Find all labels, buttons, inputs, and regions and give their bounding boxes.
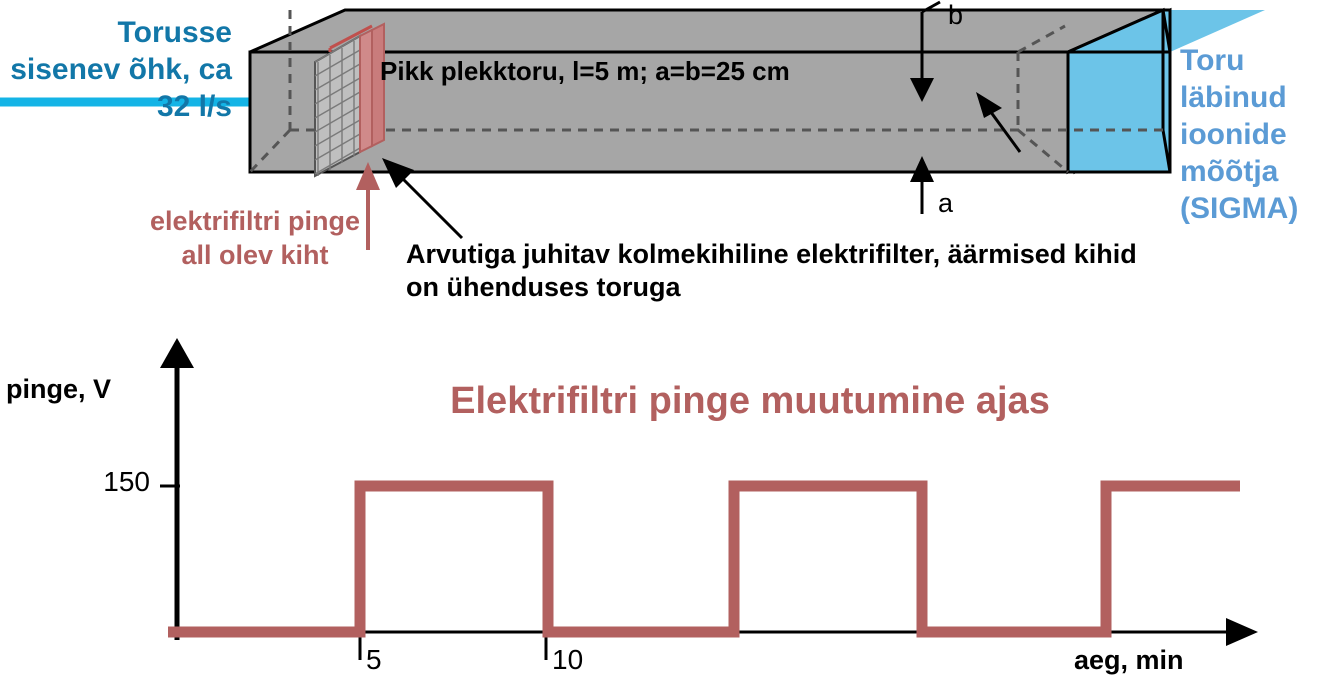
filter-layer-label: elektrifiltri pinge all olev kiht [149,206,361,270]
chart-xtick-label-5: 5 [366,644,382,675]
duct-spec-label: Pikk plekktoru, l=5 m; a=b=25 cm [380,56,790,86]
duct-body [250,10,1170,172]
chart-ylabel: pinge, V [6,374,112,404]
chart-title: Elektrifiltri pinge muutumine ajas [450,380,1050,422]
chart-xtick-label-10: 10 [552,644,584,675]
inlet-air-label: Torusse sisenev õhk, ca 32 l/s [10,16,232,123]
dimension-b-label: b [948,0,964,30]
dimension-a-label: a [938,188,954,218]
filter-description-label: Arvutiga juhitav kolmekihiline elektrifilter, äärmised kihid on ühenduses toruga [406,239,1137,302]
chart-series-voltage [168,486,1240,632]
ion-measurer-label: Toru läbinud ioonide mõõtja (SIGMA) [1180,44,1299,225]
chart-ytick-label-150: 150 [103,466,150,497]
chart-y-axis [160,338,194,640]
chart-xlabel: aeg, min [1074,645,1184,675]
